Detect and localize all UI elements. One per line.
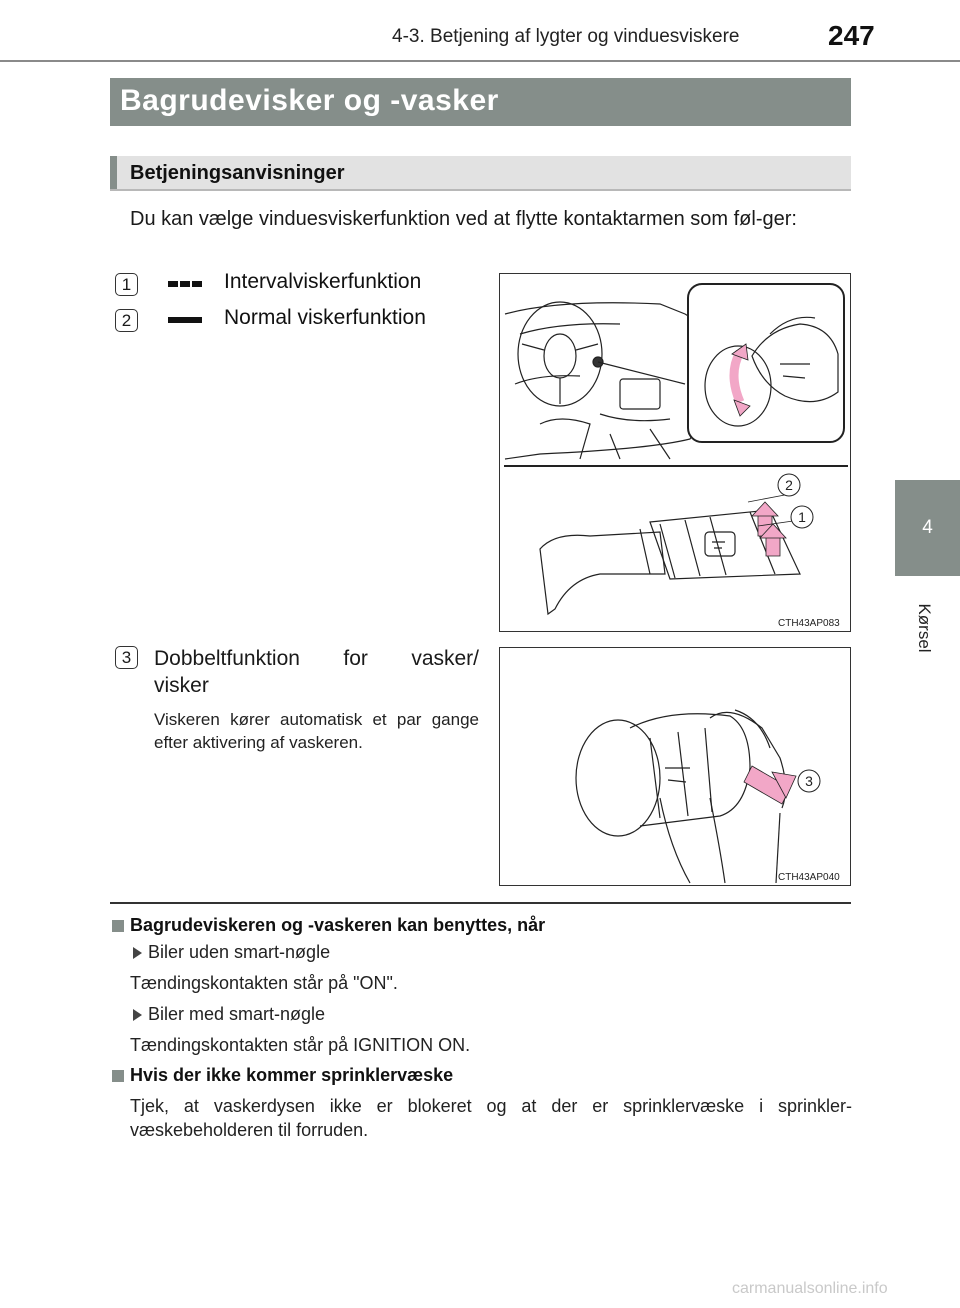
figure1-callout-2: 2 — [785, 477, 793, 493]
watermark: carmanualsonline.info — [732, 1280, 888, 1297]
no-fluid-text: Tjek, at vaskerdysen ikke er blokeret og at der er sprinklervæske i sprinkler-væskebeholderen til forruden. — [130, 1096, 852, 1140]
figure2-code: CTH43AP040 — [778, 872, 840, 883]
figure2-callout-3: 3 — [805, 773, 813, 789]
page-number: 247 — [828, 20, 875, 51]
normal-wiper-symbol-icon — [168, 317, 202, 323]
item-label-normal: Normal viskerfunktion — [224, 306, 426, 329]
intro-paragraph: Du kan vælge vinduesviskerfunktion ved at flytte kontaktarmen som føl-ger: — [130, 208, 797, 230]
item-number-3: 3 — [115, 646, 138, 669]
figure1-code: CTH43AP083 — [778, 618, 840, 629]
subheader-title: Betjeningsanvisninger — [130, 162, 345, 184]
triangle-bullet-icon — [133, 947, 142, 959]
chapter-tab-number: 4 — [895, 480, 960, 576]
intermittent-wiper-symbol-icon — [168, 281, 202, 287]
case-text-with-smart-key: Tændingskontakten står på IGNITION ON. — [130, 1035, 471, 1055]
figure1-callout-1: 1 — [798, 509, 806, 525]
case-label-with-smart-key: Biler med smart-nøgle — [148, 1004, 326, 1024]
page-title: Bagrudevisker og -vasker — [120, 84, 499, 117]
item-label-double-line1: Dobbeltfunktion for vasker/ — [154, 647, 479, 670]
chapter-tab-label-text: Kørsel — [915, 603, 934, 653]
hand-pushing-lever-drawing-icon — [500, 648, 852, 887]
case-label-without-smart-key: Biler uden smart-nøgle — [148, 942, 331, 962]
item-number-2: 2 — [115, 309, 138, 332]
square-bullet-icon — [112, 1070, 124, 1082]
dashboard-lever-drawing-icon — [500, 274, 852, 633]
item-label-double-line2: visker — [154, 674, 209, 697]
triangle-bullet-icon — [133, 1009, 142, 1021]
wiper-lever-illustration — [499, 273, 851, 632]
item-number-1: 1 — [115, 273, 138, 296]
washer-lever-illustration — [499, 647, 851, 886]
item-label-intermittent: Intervalviskerfunktion — [224, 270, 422, 293]
square-bullet-icon — [112, 920, 124, 932]
no-fluid-heading: Hvis der ikke kommer sprinklervæske — [130, 1065, 454, 1085]
header-rule — [0, 60, 960, 62]
item-note-double: Viskeren kører automatisk et par gange efter aktivering af vaskeren. — [154, 710, 479, 752]
section-separator — [110, 902, 851, 904]
running-header-section: 4-3. Betjening af lygter og vinduesviskere — [392, 26, 740, 47]
case-text-without-smart-key: Tændingskontakten står på "ON". — [130, 973, 398, 993]
subheader-underline — [110, 189, 851, 191]
chapter-tab-label — [904, 588, 944, 668]
conditions-heading: Bagrudeviskeren og -vaskeren kan benyttes, når — [130, 915, 546, 935]
